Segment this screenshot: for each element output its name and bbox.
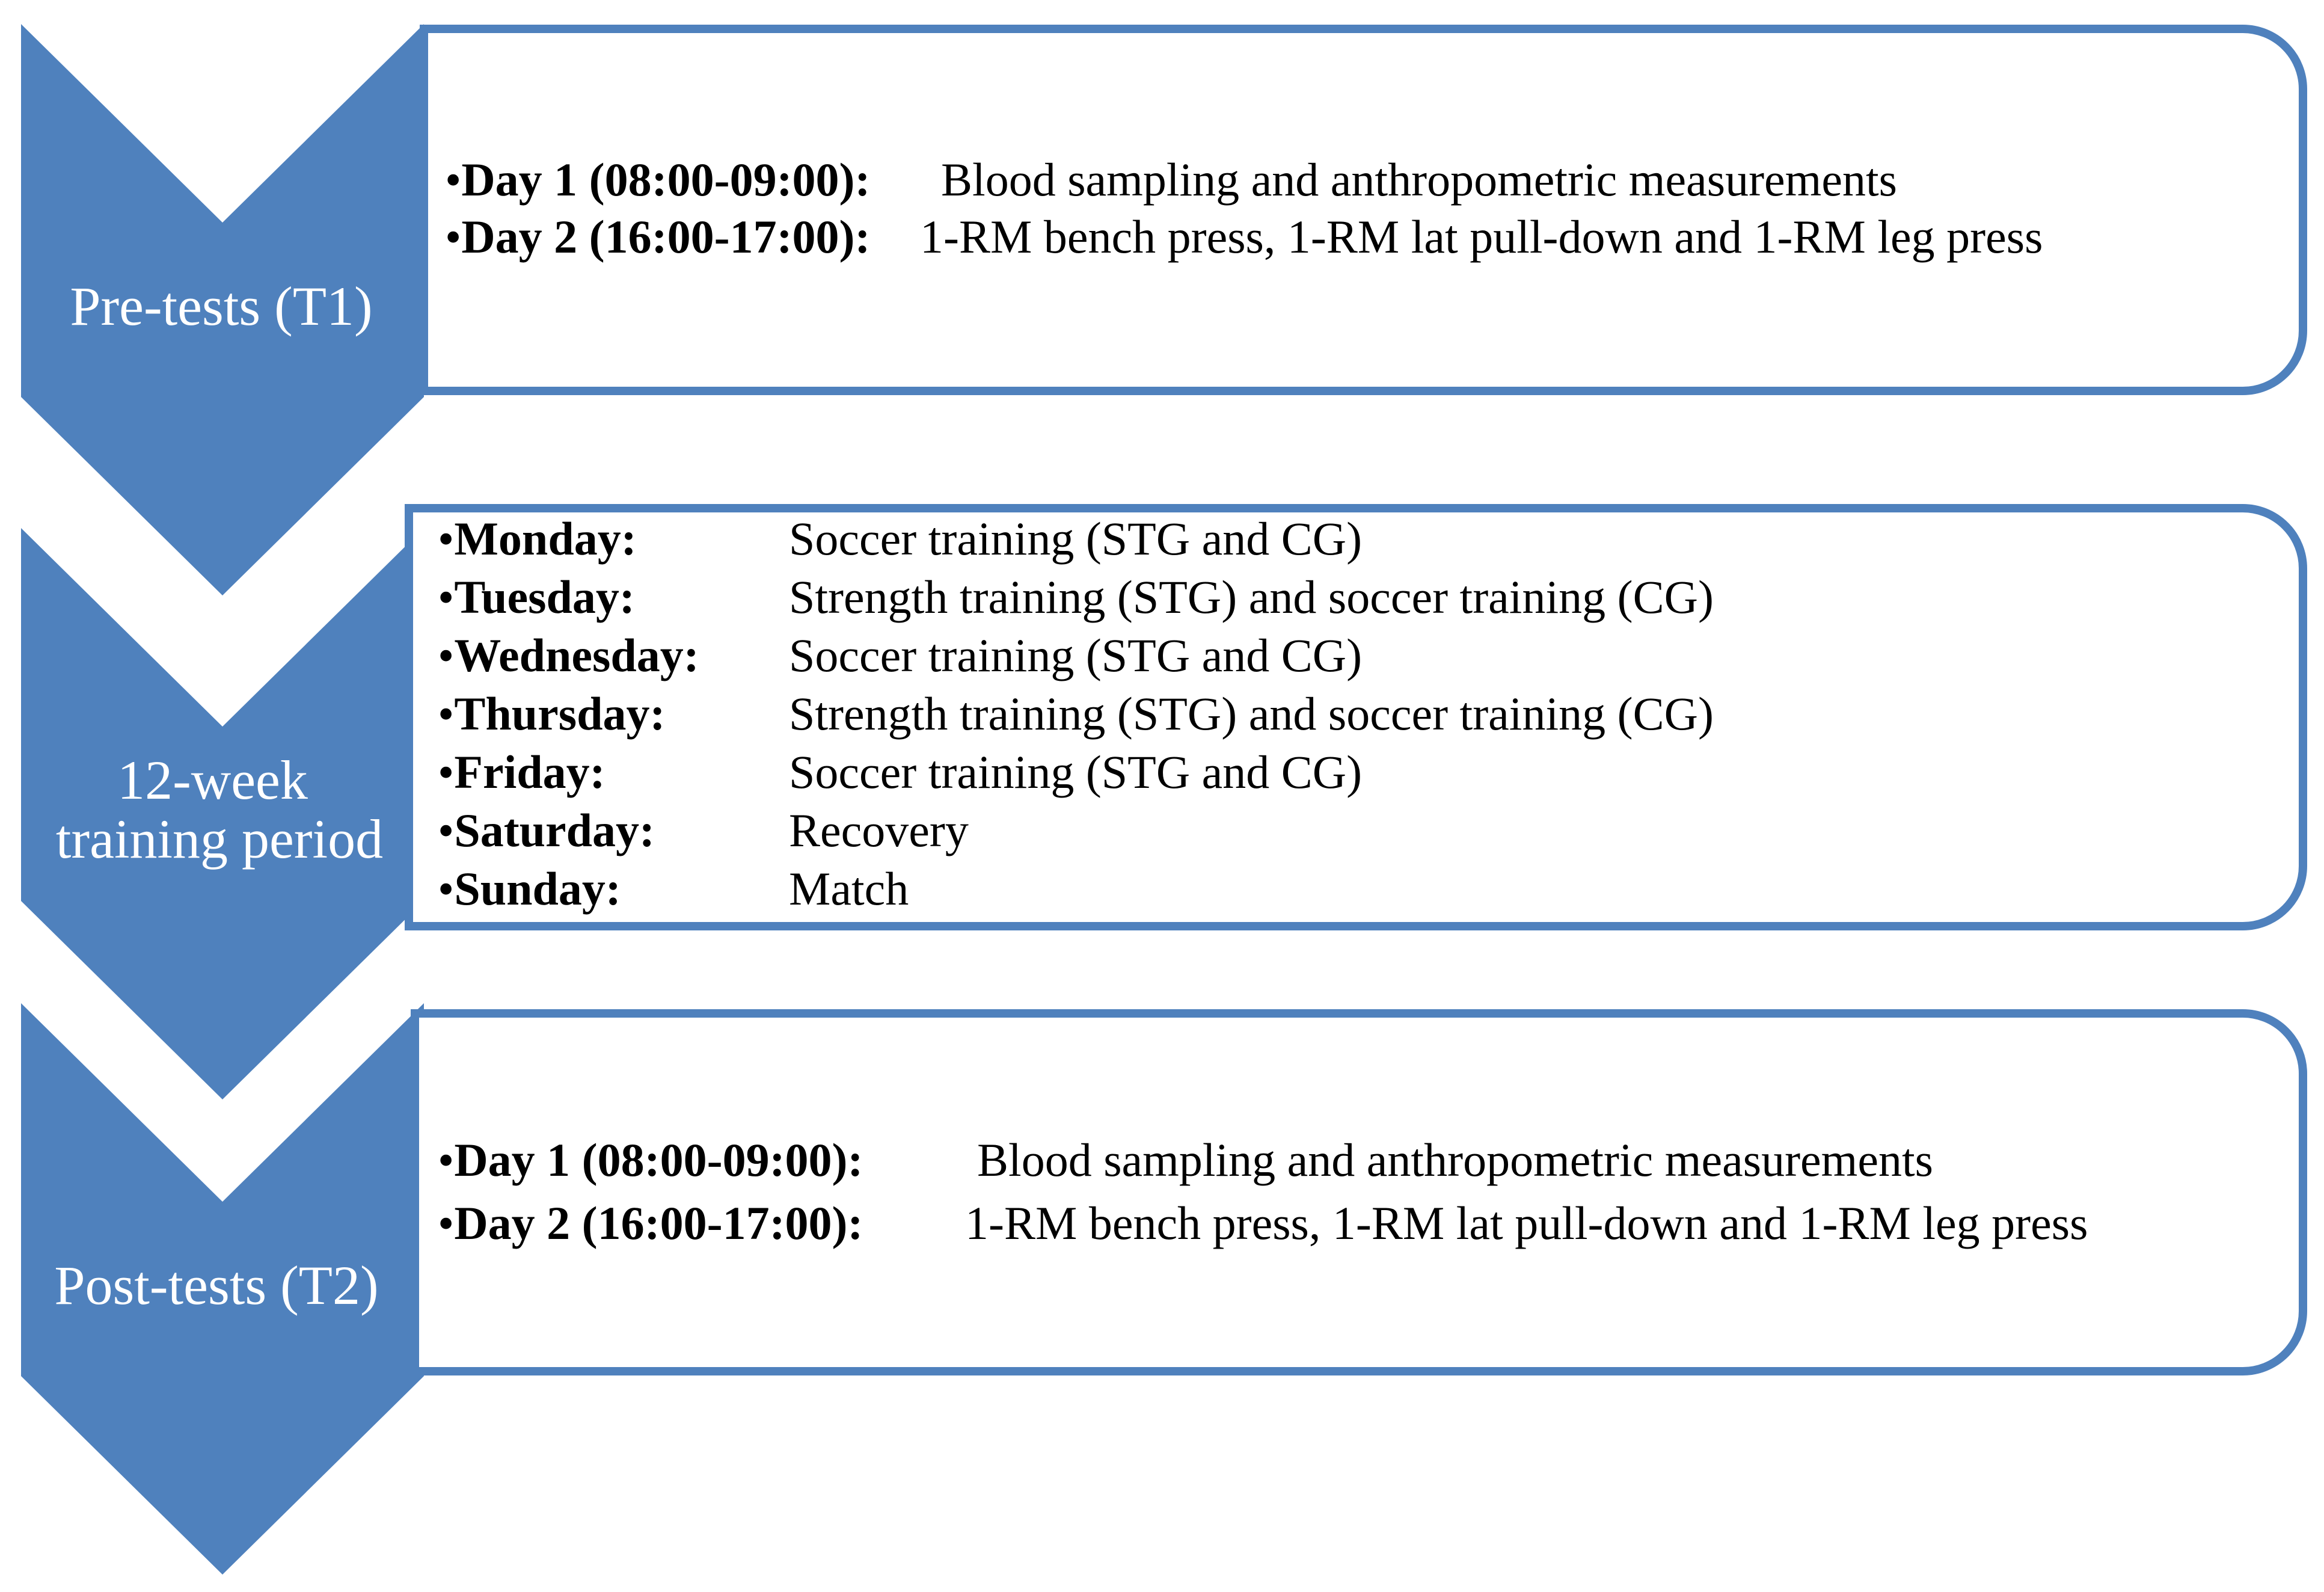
training-thursday-item: •Thursday: Strength training (STG) and soccer training (CG) (438, 687, 1714, 740)
stage-post-tests-label: Post-tests (T2) (54, 1255, 379, 1316)
post-day2-item: •Day 2 (16:00-17:00): 1-RM bench press, 1-RM lat pull-down and 1-RM leg press (438, 1197, 2088, 1249)
pre-day1-item: •Day 1 (08:00-09:00): Blood sampling and anthropometric measurements (445, 153, 1897, 206)
training-saturday-item: •Saturday: Recovery (438, 804, 969, 856)
training-monday-item: •Monday: Soccer training (STG and CG) (438, 512, 1363, 565)
post-day1-item: •Day 1 (08:00-09:00): Blood sampling and anthropometric measurements (438, 1134, 1933, 1186)
stage-pre-tests-panel (424, 29, 2303, 391)
training-friday-item: •Friday: Soccer training (STG and CG) (438, 746, 1363, 798)
training-wednesday-item: •Wednesday: Soccer training (STG and CG) (438, 629, 1363, 681)
pre-day2-item: •Day 2 (16:00-17:00): 1-RM bench press, 1-RM lat pull-down and 1-RM leg press (445, 211, 2043, 263)
stage-training-label: 12-week training period (55, 749, 384, 870)
training-sunday-item: •Sunday: Match (438, 862, 909, 915)
stage-pre-tests-label: Pre-tests (T1) (70, 275, 373, 337)
stage-post-tests (21, 1003, 2303, 1575)
stage-post-tests-panel (415, 1013, 2303, 1371)
training-tuesday-item: •Tuesday: Strength training (STG) and soccer training (CG) (438, 571, 1714, 623)
